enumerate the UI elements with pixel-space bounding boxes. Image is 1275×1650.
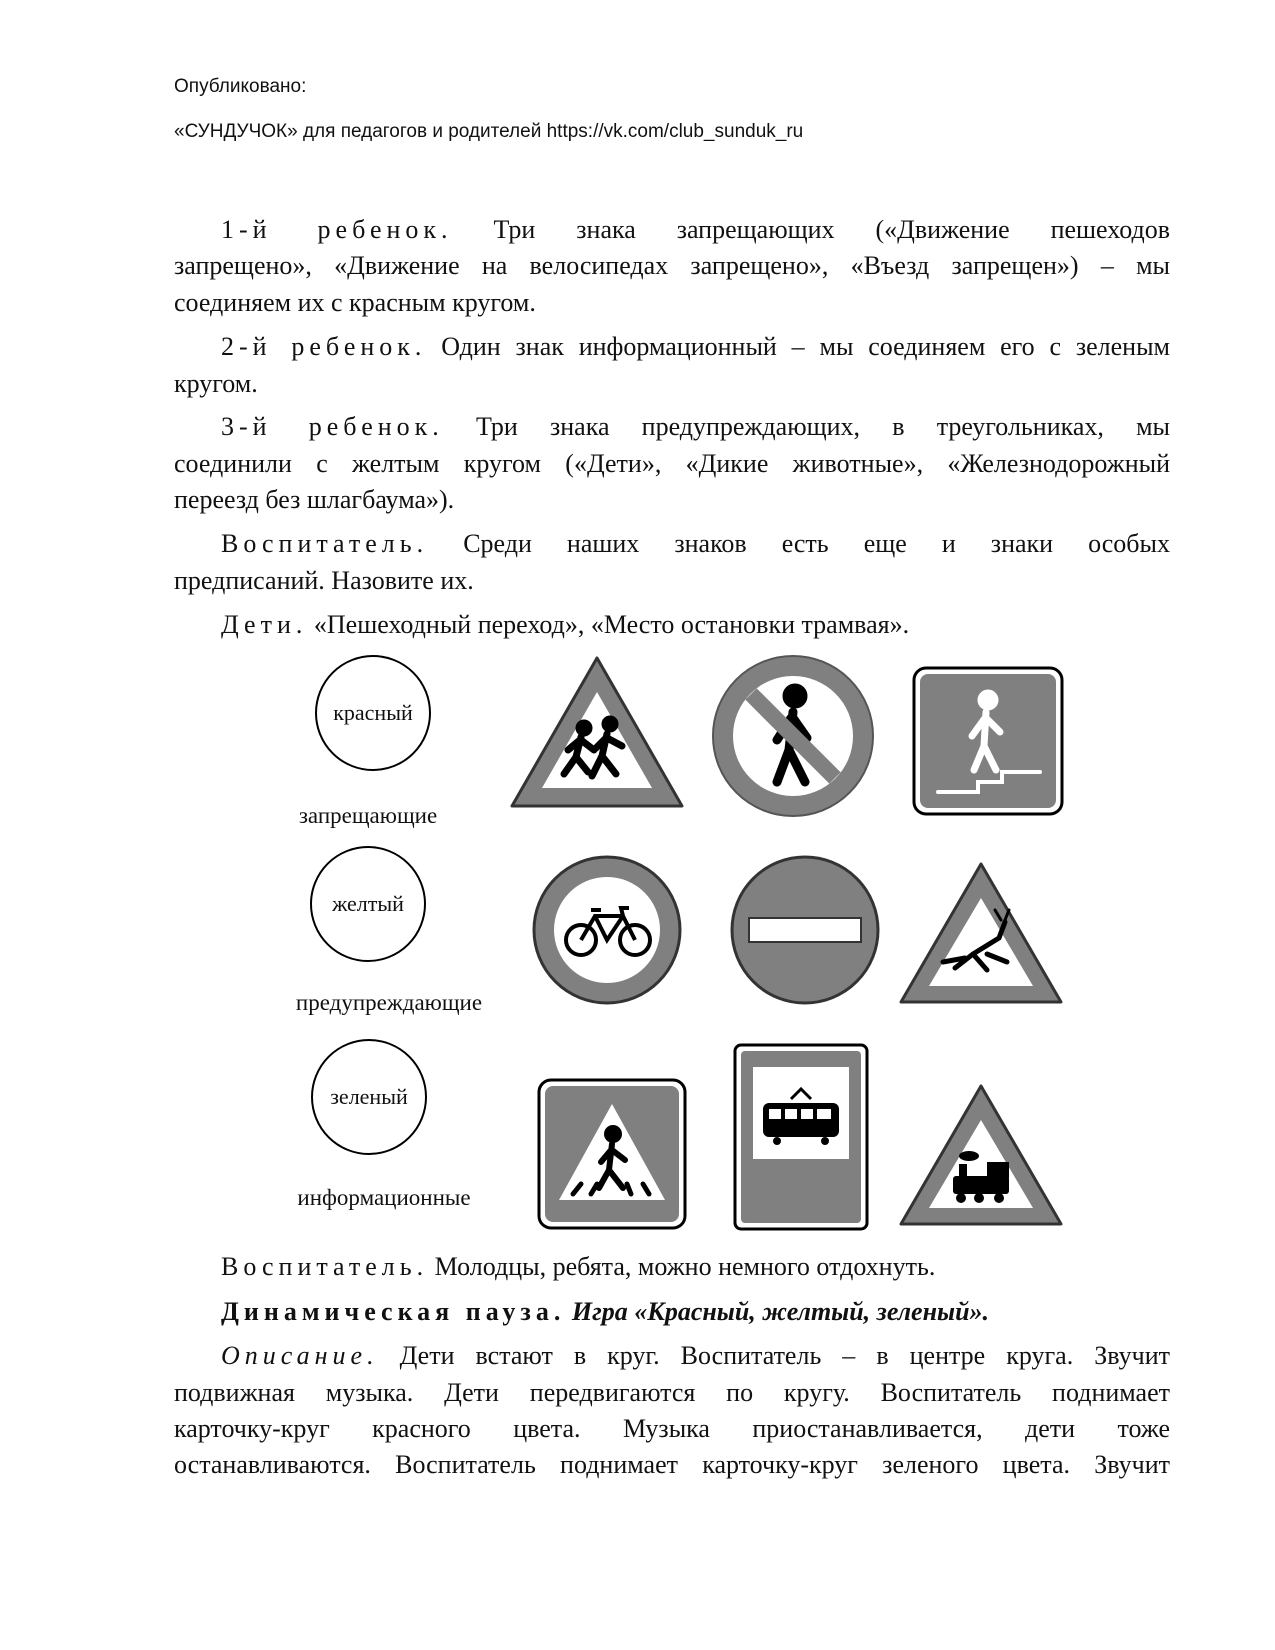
p1-line1 xyxy=(221,214,1170,246)
speaker: Воспитатель. xyxy=(221,1252,429,1281)
p8-line2: подвижная музыка. Дети передвигаются по кругу. Воспитатель поднимает xyxy=(174,1378,1170,1407)
section-title: Динамическая пауза. xyxy=(221,1297,566,1326)
speaker: 2-й ребенок. xyxy=(221,332,427,361)
text: Три знака запрещающих («Движение пешеходов xyxy=(493,215,1171,244)
p1-line2: запрещено», «Движение на велосипедах запрещено», «Въезд запрещен») – мы xyxy=(174,251,1170,280)
wild-animals-sign xyxy=(895,858,1067,1010)
p8-line3: карточку-круг красного цвета. Музыка приостанавливается, дети тоже xyxy=(174,1414,1170,1443)
circle-text: зеленый xyxy=(330,1084,408,1109)
speaker: Описание. xyxy=(221,1341,379,1370)
pedestrian-crossing-sign xyxy=(537,1078,687,1230)
p4-line1 xyxy=(221,528,1170,560)
speaker: 1-й ребенок. xyxy=(221,215,453,244)
no-pedestrians-sign xyxy=(709,652,877,820)
p8-line4: останавливаются. Воспитатель поднимает карточку-круг зеленого цвета. Звучит xyxy=(174,1450,1170,1479)
p3-line1 xyxy=(221,411,1170,443)
tram-stop-sign xyxy=(733,1043,869,1231)
text: Дети встают в круг. Воспитатель – в центре круга. Звучит xyxy=(399,1341,1170,1370)
informational-label: информационные xyxy=(297,1185,471,1210)
no-entry-sign xyxy=(729,854,881,1006)
speaker: Дети. xyxy=(221,610,308,639)
p3-line3: переезд без шлагбаума»). xyxy=(174,485,455,514)
text: Среди наших знаков есть еще и знаки особых xyxy=(463,529,1171,558)
p2-line1 xyxy=(221,331,1170,363)
green-circle xyxy=(311,1039,427,1155)
p4-line2: предписаний. Назовите их. xyxy=(174,566,474,595)
section-subtitle: Игра «Красный, желтый, зеленый». xyxy=(571,1297,990,1326)
underground-crossing-sign xyxy=(912,666,1064,816)
p7-heading xyxy=(221,1296,1170,1328)
text: Три знака предупреждающих, в треугольниках, мы xyxy=(475,412,1171,441)
text: Один знак информационный – мы соединяем его с зеленым xyxy=(441,332,1170,361)
speaker: 3-й ребенок. xyxy=(221,412,444,441)
circle-text: красный xyxy=(333,700,413,725)
p5-line1 xyxy=(221,609,1170,641)
published-label: Опубликовано: xyxy=(174,76,307,97)
circle-text: желтый xyxy=(332,891,404,916)
source-line: «СУНДУЧОК» для педагогов и родителей https://vk.com/club_sunduk_ru xyxy=(174,121,804,142)
speaker: Воспитатель. xyxy=(221,529,429,558)
p1-line3: соединяем их с красным кругом. xyxy=(174,288,536,317)
p3-line2: соединили с желтым кругом («Дети», «Дикие животные», «Железнодорожный xyxy=(174,449,1170,478)
p8-line1 xyxy=(221,1340,1170,1372)
red-circle xyxy=(315,655,431,771)
yellow-circle xyxy=(310,846,426,962)
no-bicycles-sign xyxy=(531,854,683,1006)
prohibitory-label: запрещающие xyxy=(298,803,438,828)
warning-label: предупреждающие xyxy=(295,990,483,1015)
text: «Пешеходный переход», «Место остановки трамвая». xyxy=(313,610,910,639)
text: Молодцы, ребята, можно немного отдохнуть. xyxy=(434,1252,936,1281)
p2-line2: кругом. xyxy=(174,369,258,398)
children-warning-sign xyxy=(506,652,688,814)
railway-crossing-sign xyxy=(895,1080,1067,1232)
p6-line1 xyxy=(221,1251,1170,1283)
